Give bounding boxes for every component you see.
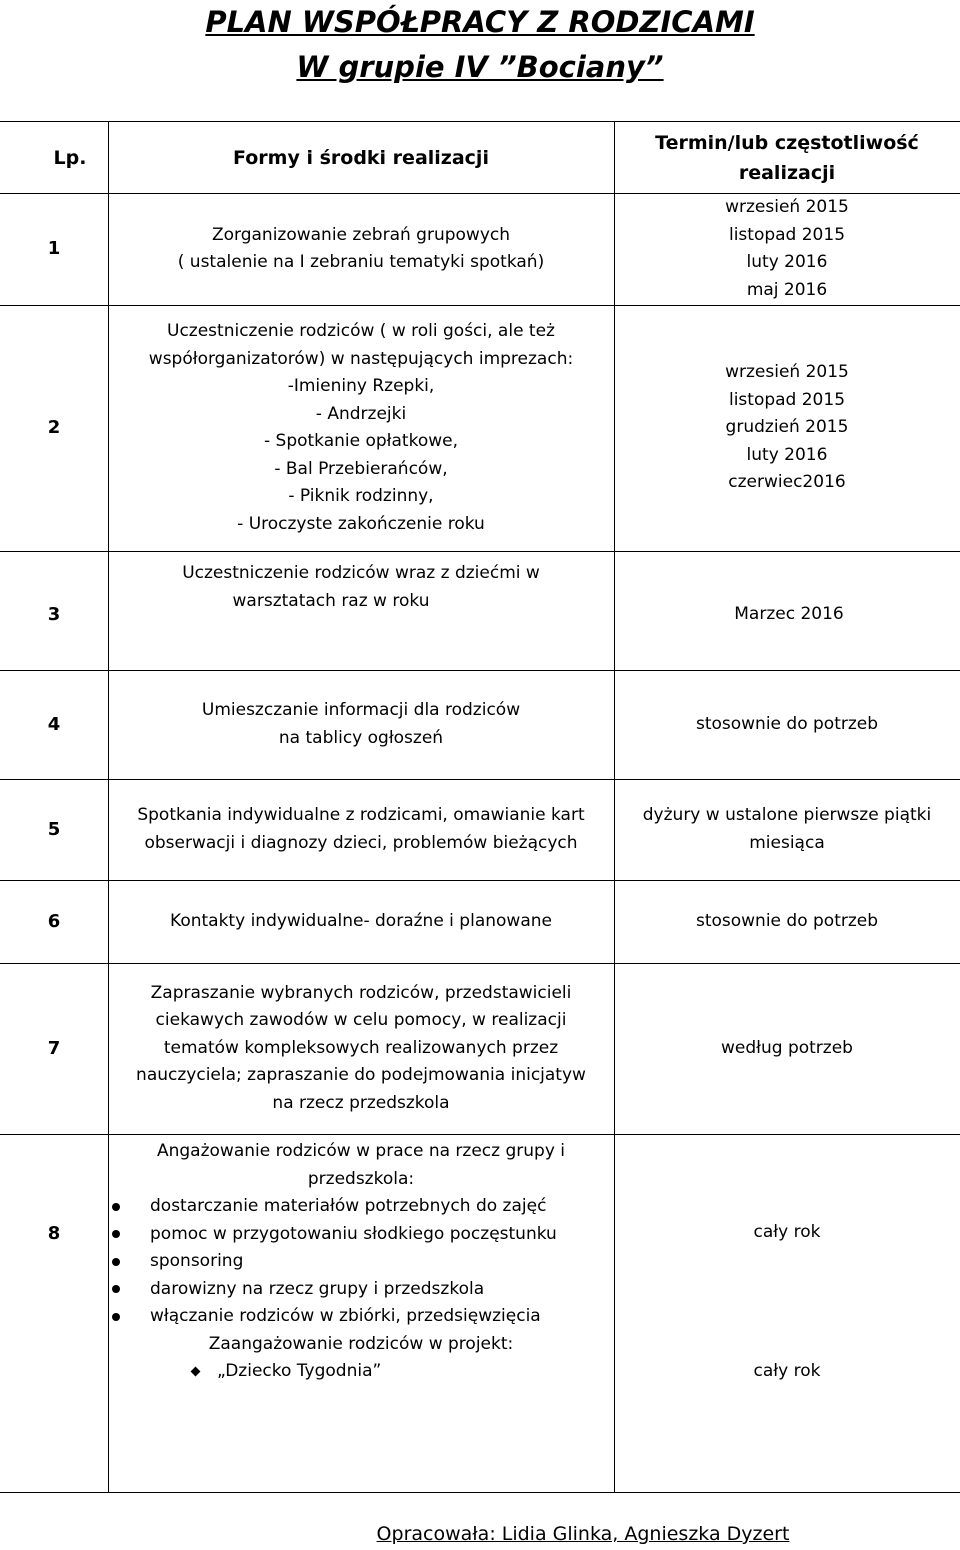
row-number-text: 4	[47, 713, 61, 735]
term-line: wrzesień 2015	[725, 197, 849, 217]
term-line: Marzec 2016	[734, 604, 844, 625]
term-line: cały rok	[753, 1222, 821, 1243]
forms-line: współorganizatorów) w następujących imprezach:	[148, 348, 574, 369]
row-number-text: 1	[47, 238, 61, 260]
row-number	[0, 305, 108, 551]
bullet-text: włączanie rodziców w zbiórki, przedsięwzięcia	[150, 1306, 541, 1326]
bullet-item	[108, 1303, 541, 1331]
row-term	[614, 880, 960, 963]
term-line: luty 2016	[746, 444, 828, 465]
term-line: miesiąca	[749, 832, 825, 853]
row-forms	[108, 193, 614, 305]
row-term	[614, 592, 960, 638]
term-line: stosownie do potrzeb	[695, 713, 879, 734]
row-term	[614, 670, 960, 779]
document-footer	[0, 1521, 960, 1547]
bullet-item	[108, 1276, 484, 1304]
bullet-item	[108, 1248, 243, 1276]
forms-line: ( ustalenie na I zebraniu tematyki spotkań)	[177, 252, 545, 272]
forms-line: Zaangażowanie rodziców w projekt:	[208, 1333, 514, 1354]
row-number-text: 6	[47, 910, 61, 932]
forms-line: Zorganizowanie zebrań grupowych	[211, 224, 511, 245]
forms-line: ciekawych zawodów w celu pomocy, w realizacji	[155, 1010, 567, 1031]
row-number	[0, 590, 108, 640]
term-line: wrzesień 2015	[725, 362, 849, 383]
term-line: czerwiec2016	[728, 472, 846, 493]
project-item	[108, 1358, 381, 1386]
bullet-icon	[112, 1313, 120, 1321]
forms-line: warsztatach raz w roku	[232, 590, 430, 611]
forms-line: Uczestniczenie rodziców ( w roli gości, ale też	[167, 321, 555, 341]
term-line: stosownie do potrzeb	[695, 910, 879, 931]
forms-line: obserwacji i diagnozy dzieci, problemów bieżących	[144, 832, 578, 853]
row-term	[614, 193, 960, 305]
row-number-text: 2	[47, 417, 61, 439]
term-line: cały rok	[753, 1361, 821, 1382]
document-title: PLAN WSPÓŁPRACY Z RODZICAMI	[205, 5, 755, 39]
table-border-top	[0, 121, 960, 122]
bullet-icon	[112, 1203, 120, 1211]
term-line: maj 2016	[746, 279, 828, 300]
row-divider	[0, 1134, 960, 1135]
forms-line: Umieszczanie informacji dla rodziców	[201, 700, 521, 720]
row-forms	[108, 670, 614, 779]
document-subtitle: W grupie IV ”Bociany”	[296, 50, 664, 84]
forms-line: nauczyciela; zapraszanie do podejmowania inicjatyw	[136, 1065, 586, 1086]
term-line: grudzień 2015	[725, 417, 849, 438]
header-term-label: Termin/lub częstotliwość	[655, 132, 919, 154]
term-line: listopad 2015	[728, 224, 846, 245]
diamond-bullet-icon	[191, 1367, 201, 1377]
term-line: luty 2016	[746, 252, 828, 272]
header-forms-label: Formy i środki realizacji	[233, 147, 489, 169]
forms-line: Zapraszanie wybranych rodziców, przedstawicieli	[150, 982, 572, 1003]
term-line: według potrzeb	[721, 1037, 853, 1058]
footer-authors: Opracowała: Lidia Glinka, Agnieszka Dyzert	[376, 1523, 790, 1545]
forms-line: - Uroczyste zakończenie roku	[237, 513, 485, 534]
row-number	[0, 963, 108, 1134]
header-term-label: realizacji	[738, 162, 836, 184]
row-number	[0, 779, 108, 880]
bullet-text: pomoc w przygotowaniu słodkiego poczęstunku	[150, 1223, 557, 1244]
bullet-text: dostarczanie materiałów potrzebnych do zajęć	[150, 1196, 547, 1216]
row-term	[614, 1349, 960, 1395]
row-forms	[108, 560, 614, 670]
row-forms	[108, 963, 614, 1134]
row-forms	[108, 305, 614, 551]
forms-line: Spotkania indywidualne z rodzicami, omawianie kart	[137, 805, 585, 825]
row-number	[0, 1134, 108, 1334]
row-term	[614, 963, 960, 1134]
row-forms	[108, 1138, 614, 1388]
header-term	[614, 126, 960, 190]
forms-line: -Imieniny Rzepki,	[287, 376, 435, 396]
forms-line: - Piknik rodzinny,	[288, 486, 434, 506]
forms-line: Angażowanie rodziców w prace na rzecz grupy i	[156, 1141, 566, 1161]
row-number-text: 8	[47, 1223, 61, 1245]
term-line: listopad 2015	[728, 389, 846, 410]
row-forms	[108, 779, 614, 880]
forms-line: - Spotkanie opłatkowe,	[263, 431, 459, 451]
forms-line: przedszkola:	[307, 1168, 415, 1189]
forms-line: - Andrzejki	[315, 403, 407, 424]
project-item-text: „Dziecko Tygodnia”	[217, 1361, 382, 1381]
header-lp-label: Lp.	[53, 147, 87, 169]
bullet-text: darowizny na rzecz grupy i przedszkola	[150, 1278, 485, 1299]
term-line: dyżury w ustalone pierwsze piątki	[642, 805, 932, 825]
forms-line: na tablicy ogłoszeń	[278, 727, 444, 748]
row-divider	[0, 551, 960, 552]
row-number-text: 5	[47, 818, 61, 840]
row-term	[614, 305, 960, 551]
row-number	[0, 880, 108, 963]
row-number	[0, 670, 108, 779]
forms-line: - Bal Przebierańców,	[274, 458, 448, 479]
bullet-item	[108, 1193, 546, 1221]
forms-line: Kontakty indywidualne- doraźne i planowane	[170, 910, 552, 931]
row-number-text: 3	[47, 604, 61, 626]
row-forms	[108, 880, 614, 963]
bullet-text: sponsoring	[150, 1251, 244, 1271]
bullet-icon	[112, 1285, 120, 1293]
row-number-text: 7	[47, 1037, 61, 1059]
forms-line: tematów kompleksowych realizowanych przez	[163, 1037, 559, 1058]
table-border-bottom	[0, 1492, 960, 1493]
forms-line: Uczestniczenie rodziców wraz z dziećmi w	[182, 563, 540, 583]
header-forms	[108, 128, 614, 188]
row-term	[614, 1210, 960, 1256]
bullet-icon	[112, 1230, 120, 1238]
bullet-icon	[112, 1258, 120, 1266]
row-term	[614, 779, 960, 880]
row-number	[0, 193, 108, 305]
forms-line: na rzecz przedszkola	[272, 1092, 450, 1113]
bullet-item	[108, 1221, 557, 1249]
